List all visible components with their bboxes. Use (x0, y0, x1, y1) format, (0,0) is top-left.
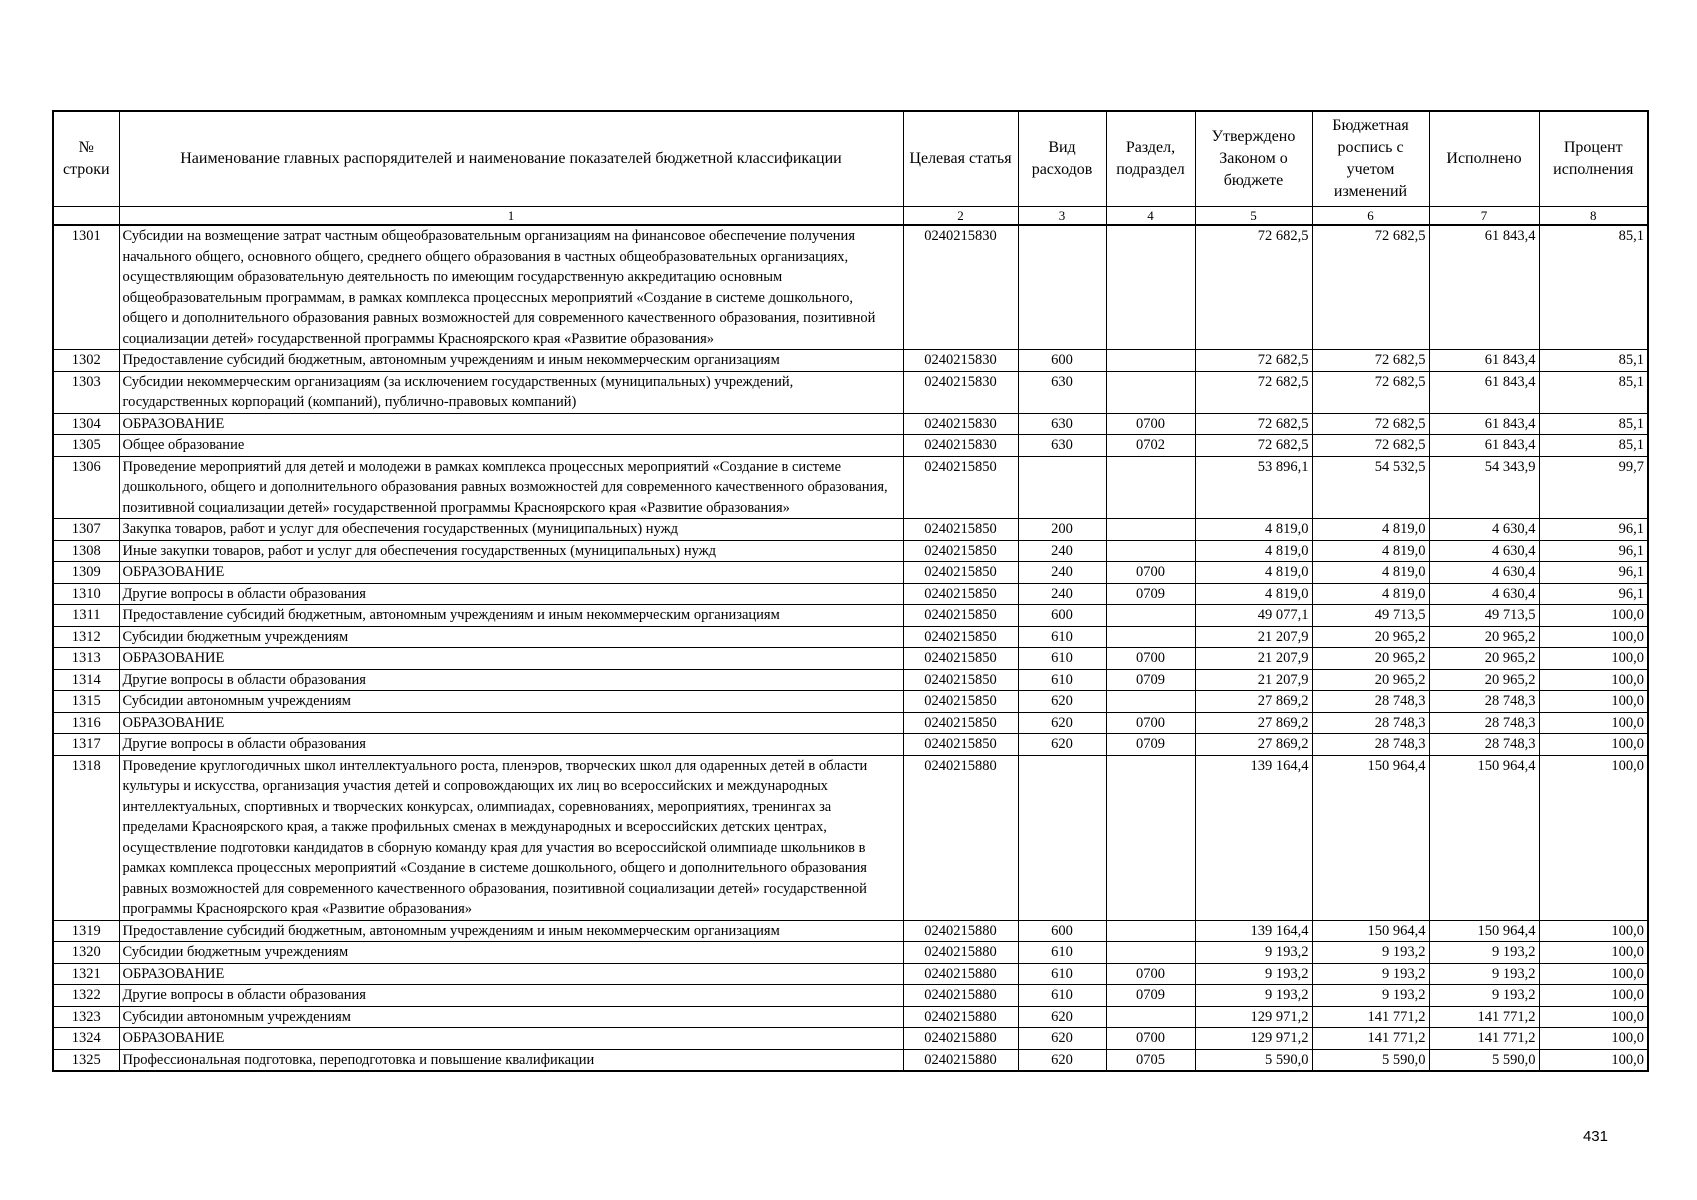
execution-percent: 100,0 (1539, 985, 1648, 1007)
item-name: Субсидии бюджетным учреждениям (119, 626, 903, 648)
budget-list-amount: 72 682,5 (1312, 435, 1429, 457)
column-number: 3 (1018, 207, 1106, 226)
item-name: Закупка товаров, работ и услуг для обеспечения государственных (муниципальных) нужд (119, 519, 903, 541)
approved-amount: 9 193,2 (1195, 942, 1312, 964)
approved-amount: 129 971,2 (1195, 1028, 1312, 1050)
item-name: Субсидии автономным учреждениям (119, 691, 903, 713)
execution-percent: 85,1 (1539, 413, 1648, 435)
row-number: 1316 (53, 712, 119, 734)
item-name: Субсидии автономным учреждениям (119, 1006, 903, 1028)
expense-type: 620 (1018, 712, 1106, 734)
row-number: 1313 (53, 648, 119, 670)
table-row (53, 691, 1648, 713)
item-name: Другие вопросы в области образования (119, 583, 903, 605)
item-name: Предоставление субсидий бюджетным, автономным учреждениям и иным некоммерческим организациям (119, 350, 903, 372)
target-article: 0240215850 (903, 605, 1018, 627)
target-article: 0240215830 (903, 413, 1018, 435)
executed-amount: 61 843,4 (1429, 350, 1539, 372)
section-code (1106, 350, 1195, 372)
table-row (53, 456, 1648, 519)
table-row (53, 920, 1648, 942)
target-article: 0240215850 (903, 669, 1018, 691)
target-article: 0240215830 (903, 371, 1018, 413)
section-code (1106, 605, 1195, 627)
executed-amount: 9 193,2 (1429, 942, 1539, 964)
approved-amount: 27 869,2 (1195, 691, 1312, 713)
budget-list-amount: 9 193,2 (1312, 963, 1429, 985)
row-number: 1301 (53, 225, 119, 350)
section-code (1106, 942, 1195, 964)
row-number: 1314 (53, 669, 119, 691)
section-code: 0700 (1106, 712, 1195, 734)
approved-amount: 72 682,5 (1195, 350, 1312, 372)
execution-percent: 100,0 (1539, 691, 1648, 713)
budget-list-amount: 28 748,3 (1312, 691, 1429, 713)
approved-amount: 72 682,5 (1195, 413, 1312, 435)
executed-amount: 20 965,2 (1429, 626, 1539, 648)
execution-percent: 96,1 (1539, 562, 1648, 584)
budget-list-amount: 72 682,5 (1312, 371, 1429, 413)
execution-percent: 96,1 (1539, 519, 1648, 541)
row-number: 1324 (53, 1028, 119, 1050)
section-code: 0700 (1106, 413, 1195, 435)
executed-amount: 9 193,2 (1429, 963, 1539, 985)
item-name: Предоставление субсидий бюджетным, автономным учреждениям и иным некоммерческим организациям (119, 605, 903, 627)
expense-type: 600 (1018, 350, 1106, 372)
table-row (53, 626, 1648, 648)
header-expense-type: Вид расходов (1018, 111, 1106, 207)
item-name: Субсидии бюджетным учреждениям (119, 942, 903, 964)
budget-list-amount: 20 965,2 (1312, 669, 1429, 691)
section-code: 0700 (1106, 963, 1195, 985)
table-row (53, 648, 1648, 670)
approved-amount: 139 164,4 (1195, 920, 1312, 942)
item-name: Субсидии на возмещение затрат частным общеобразовательным организациям на финансовое обеспечение получения начального общего, основного общего, среднего общего образования в частных общеобразовательных организациях, осуществляющим образовательную деятельность по имеющим государственную аккредитацию основным общеобразовательным программам, в рамках комплекса процессных мероприятий «Создание в системе дошкольного, общего и дополнительного образования равных возможностей для современного качественного образования, позитивной социализации детей» государственной программы Красноярского края «Развитие образования» (119, 225, 903, 350)
approved-amount: 21 207,9 (1195, 648, 1312, 670)
table-header-row (53, 111, 1648, 207)
budget-list-amount: 49 713,5 (1312, 605, 1429, 627)
execution-percent: 100,0 (1539, 942, 1648, 964)
header-budget-list: Бюджетная роспись с учетом изменений (1312, 111, 1429, 207)
table-row (53, 985, 1648, 1007)
row-number: 1317 (53, 734, 119, 756)
table-row (53, 755, 1648, 920)
row-number: 1308 (53, 540, 119, 562)
target-article: 0240215880 (903, 1049, 1018, 1071)
execution-percent: 85,1 (1539, 225, 1648, 350)
column-number: 7 (1429, 207, 1539, 226)
execution-percent: 100,0 (1539, 626, 1648, 648)
expense-type: 600 (1018, 605, 1106, 627)
row-number: 1315 (53, 691, 119, 713)
section-code (1106, 371, 1195, 413)
budget-list-amount: 4 819,0 (1312, 540, 1429, 562)
expense-type: 610 (1018, 963, 1106, 985)
table-row (53, 413, 1648, 435)
item-name: Другие вопросы в области образования (119, 669, 903, 691)
executed-amount: 61 843,4 (1429, 371, 1539, 413)
executed-amount: 61 843,4 (1429, 435, 1539, 457)
executed-amount: 150 964,4 (1429, 920, 1539, 942)
executed-amount: 28 748,3 (1429, 712, 1539, 734)
section-code (1106, 519, 1195, 541)
table-row (53, 605, 1648, 627)
target-article: 0240215830 (903, 350, 1018, 372)
approved-amount: 21 207,9 (1195, 626, 1312, 648)
target-article: 0240215850 (903, 734, 1018, 756)
table-row (53, 1028, 1648, 1050)
executed-amount: 54 343,9 (1429, 456, 1539, 519)
expense-type: 240 (1018, 540, 1106, 562)
section-code (1106, 1006, 1195, 1028)
budget-list-amount: 9 193,2 (1312, 942, 1429, 964)
budget-list-amount: 141 771,2 (1312, 1006, 1429, 1028)
row-number: 1319 (53, 920, 119, 942)
target-article: 0240215850 (903, 648, 1018, 670)
column-number: 2 (903, 207, 1018, 226)
row-number: 1307 (53, 519, 119, 541)
column-number: 4 (1106, 207, 1195, 226)
expense-type: 200 (1018, 519, 1106, 541)
budget-list-amount: 150 964,4 (1312, 920, 1429, 942)
row-number: 1309 (53, 562, 119, 584)
section-code: 0700 (1106, 1028, 1195, 1050)
header-name: Наименование главных распорядителей и наименование показателей бюджетной классификации (119, 111, 903, 207)
approved-amount: 49 077,1 (1195, 605, 1312, 627)
target-article: 0240215880 (903, 755, 1018, 920)
table-row (53, 519, 1648, 541)
approved-amount: 139 164,4 (1195, 755, 1312, 920)
target-article: 0240215850 (903, 519, 1018, 541)
row-number: 1323 (53, 1006, 119, 1028)
expense-type: 610 (1018, 669, 1106, 691)
executed-amount: 20 965,2 (1429, 648, 1539, 670)
table-row (53, 371, 1648, 413)
approved-amount: 129 971,2 (1195, 1006, 1312, 1028)
item-name: Субсидии некоммерческим организациям (за исключением государственных (муниципальных) учреждений, государственных корпораций (компаний), публично-правовых компаний) (119, 371, 903, 413)
target-article: 0240215880 (903, 985, 1018, 1007)
header-section: Раздел, подраздел (1106, 111, 1195, 207)
section-code: 0700 (1106, 562, 1195, 584)
header-target-article: Целевая статья (903, 111, 1018, 207)
approved-amount: 9 193,2 (1195, 985, 1312, 1007)
approved-amount: 21 207,9 (1195, 669, 1312, 691)
target-article: 0240215850 (903, 626, 1018, 648)
execution-percent: 100,0 (1539, 648, 1648, 670)
table-row (53, 540, 1648, 562)
target-article: 0240215830 (903, 225, 1018, 350)
executed-amount: 5 590,0 (1429, 1049, 1539, 1071)
item-name: Общее образование (119, 435, 903, 457)
section-code: 0700 (1106, 648, 1195, 670)
expense-type (1018, 755, 1106, 920)
table-row (53, 1049, 1648, 1071)
executed-amount: 28 748,3 (1429, 734, 1539, 756)
executed-amount: 28 748,3 (1429, 691, 1539, 713)
execution-percent: 85,1 (1539, 435, 1648, 457)
budget-list-amount: 4 819,0 (1312, 519, 1429, 541)
row-number: 1305 (53, 435, 119, 457)
page-number: 431 (1582, 1128, 1608, 1145)
execution-percent: 96,1 (1539, 540, 1648, 562)
target-article: 0240215880 (903, 1006, 1018, 1028)
target-article: 0240215880 (903, 920, 1018, 942)
budget-list-amount: 28 748,3 (1312, 712, 1429, 734)
budget-list-amount: 141 771,2 (1312, 1028, 1429, 1050)
execution-percent: 100,0 (1539, 669, 1648, 691)
approved-amount: 72 682,5 (1195, 225, 1312, 350)
executed-amount: 4 630,4 (1429, 562, 1539, 584)
item-name: Иные закупки товаров, работ и услуг для обеспечения государственных (муниципальных) нужд (119, 540, 903, 562)
expense-type: 620 (1018, 1028, 1106, 1050)
row-number: 1310 (53, 583, 119, 605)
expense-type: 240 (1018, 562, 1106, 584)
expense-type: 630 (1018, 371, 1106, 413)
column-number: 5 (1195, 207, 1312, 226)
expense-type (1018, 225, 1106, 350)
table-row (53, 963, 1648, 985)
executed-amount: 49 713,5 (1429, 605, 1539, 627)
expense-type: 620 (1018, 1006, 1106, 1028)
column-number-row (53, 207, 1648, 226)
table-body (53, 225, 1648, 1071)
executed-amount: 4 630,4 (1429, 540, 1539, 562)
section-code (1106, 540, 1195, 562)
approved-amount: 72 682,5 (1195, 435, 1312, 457)
section-code: 0702 (1106, 435, 1195, 457)
budget-list-amount: 72 682,5 (1312, 413, 1429, 435)
execution-percent: 85,1 (1539, 371, 1648, 413)
section-code: 0709 (1106, 734, 1195, 756)
budget-list-amount: 5 590,0 (1312, 1049, 1429, 1071)
section-code (1106, 225, 1195, 350)
section-code: 0709 (1106, 583, 1195, 605)
table-row (53, 225, 1648, 350)
item-name: ОБРАЗОВАНИЕ (119, 413, 903, 435)
header-executed: Исполнено (1429, 111, 1539, 207)
executed-amount: 141 771,2 (1429, 1006, 1539, 1028)
table-row (53, 350, 1648, 372)
execution-percent: 99,7 (1539, 456, 1648, 519)
table-row (53, 942, 1648, 964)
row-number: 1304 (53, 413, 119, 435)
item-name: Другие вопросы в области образования (119, 985, 903, 1007)
item-name: Другие вопросы в области образования (119, 734, 903, 756)
item-name: Проведение мероприятий для детей и молодежи в рамках комплекса процессных мероприятий «Создание в системе дошкольного, общего и дополнительного образования равных возможностей для современного качественного образования, позитивной социализации детей» государственной программы Красноярского края «Развитие образования» (119, 456, 903, 519)
table-row (53, 435, 1648, 457)
section-code (1106, 456, 1195, 519)
expense-type: 610 (1018, 648, 1106, 670)
header-approved: Утверждено Законом о бюджете (1195, 111, 1312, 207)
approved-amount: 4 819,0 (1195, 519, 1312, 541)
target-article: 0240215850 (903, 583, 1018, 605)
executed-amount: 61 843,4 (1429, 413, 1539, 435)
executed-amount: 4 630,4 (1429, 583, 1539, 605)
item-name: ОБРАЗОВАНИЕ (119, 648, 903, 670)
target-article: 0240215880 (903, 942, 1018, 964)
table-row (53, 712, 1648, 734)
budget-list-amount: 20 965,2 (1312, 648, 1429, 670)
item-name: Профессиональная подготовка, переподготовка и повышение квалификации (119, 1049, 903, 1071)
row-number: 1318 (53, 755, 119, 920)
budget-list-amount: 20 965,2 (1312, 626, 1429, 648)
execution-percent: 100,0 (1539, 1028, 1648, 1050)
expense-type (1018, 456, 1106, 519)
target-article: 0240215830 (903, 435, 1018, 457)
row-number: 1306 (53, 456, 119, 519)
executed-amount: 141 771,2 (1429, 1028, 1539, 1050)
expense-type: 620 (1018, 691, 1106, 713)
target-article: 0240215850 (903, 456, 1018, 519)
execution-percent: 100,0 (1539, 1006, 1648, 1028)
row-number: 1320 (53, 942, 119, 964)
target-article: 0240215850 (903, 712, 1018, 734)
approved-amount: 5 590,0 (1195, 1049, 1312, 1071)
header-percent: Процент исполнения (1539, 111, 1648, 207)
section-code: 0705 (1106, 1049, 1195, 1071)
row-number: 1312 (53, 626, 119, 648)
budget-list-amount: 54 532,5 (1312, 456, 1429, 519)
section-code: 0709 (1106, 669, 1195, 691)
section-code (1106, 691, 1195, 713)
table-row (53, 734, 1648, 756)
target-article: 0240215850 (903, 562, 1018, 584)
section-code (1106, 626, 1195, 648)
section-code (1106, 755, 1195, 920)
budget-list-amount: 9 193,2 (1312, 985, 1429, 1007)
budget-list-amount: 72 682,5 (1312, 225, 1429, 350)
expense-type: 240 (1018, 583, 1106, 605)
execution-percent: 100,0 (1539, 963, 1648, 985)
row-number: 1325 (53, 1049, 119, 1071)
row-number: 1321 (53, 963, 119, 985)
approved-amount: 27 869,2 (1195, 734, 1312, 756)
expense-type: 620 (1018, 1049, 1106, 1071)
expense-type: 610 (1018, 626, 1106, 648)
executed-amount: 4 630,4 (1429, 519, 1539, 541)
expense-type: 600 (1018, 920, 1106, 942)
item-name: ОБРАЗОВАНИЕ (119, 712, 903, 734)
column-number: 8 (1539, 207, 1648, 226)
approved-amount: 53 896,1 (1195, 456, 1312, 519)
row-number: 1302 (53, 350, 119, 372)
column-number: 1 (119, 207, 903, 226)
expense-type: 620 (1018, 734, 1106, 756)
table-row (53, 1006, 1648, 1028)
execution-percent: 100,0 (1539, 734, 1648, 756)
expense-type: 610 (1018, 942, 1106, 964)
item-name: Проведение круглогодичных школ интеллектуального роста, пленэров, творческих школ для одаренных детей в области культуры и искусства, организация участия детей и сопровождающих их лиц во всероссийских и международных интеллектуальных, спортивных и творческих конкурсах, олимпиадах, соревнованиях, мероприятиях, тренингах за пределами Красноярского края, а также профильных сменах в международных и всероссийских детских центрах, осуществление подготовки кандидатов в сборную команду края для участия во всероссийской олимпиаде школьников в рамках комплекса процессных мероприятий «Создание в системе дошкольного, общего и дополнительного образования равных возможностей для современного качественного образования, позитивной социализации детей» государственной программы Красноярского края «Развитие образования» (119, 755, 903, 920)
table-row (53, 562, 1648, 584)
execution-percent: 85,1 (1539, 350, 1648, 372)
item-name: ОБРАЗОВАНИЕ (119, 1028, 903, 1050)
expense-type: 630 (1018, 413, 1106, 435)
execution-percent: 100,0 (1539, 605, 1648, 627)
item-name: Предоставление субсидий бюджетным, автономным учреждениям и иным некоммерческим организациям (119, 920, 903, 942)
budget-list-amount: 72 682,5 (1312, 350, 1429, 372)
column-number (53, 207, 119, 226)
execution-percent: 100,0 (1539, 712, 1648, 734)
section-code (1106, 920, 1195, 942)
execution-percent: 100,0 (1539, 920, 1648, 942)
budget-list-amount: 28 748,3 (1312, 734, 1429, 756)
approved-amount: 4 819,0 (1195, 540, 1312, 562)
executed-amount: 150 964,4 (1429, 755, 1539, 920)
item-name: ОБРАЗОВАНИЕ (119, 963, 903, 985)
expense-type: 610 (1018, 985, 1106, 1007)
budget-execution-table (52, 110, 1649, 1072)
row-number: 1311 (53, 605, 119, 627)
executed-amount: 9 193,2 (1429, 985, 1539, 1007)
budget-list-amount: 4 819,0 (1312, 562, 1429, 584)
executed-amount: 20 965,2 (1429, 669, 1539, 691)
table-row (53, 583, 1648, 605)
approved-amount: 72 682,5 (1195, 371, 1312, 413)
budget-list-amount: 4 819,0 (1312, 583, 1429, 605)
target-article: 0240215880 (903, 1028, 1018, 1050)
approved-amount: 9 193,2 (1195, 963, 1312, 985)
target-article: 0240215850 (903, 691, 1018, 713)
row-number: 1303 (53, 371, 119, 413)
column-number: 6 (1312, 207, 1429, 226)
budget-list-amount: 150 964,4 (1312, 755, 1429, 920)
execution-percent: 100,0 (1539, 755, 1648, 920)
row-number: 1322 (53, 985, 119, 1007)
execution-percent: 96,1 (1539, 583, 1648, 605)
expense-type: 630 (1018, 435, 1106, 457)
section-code: 0709 (1106, 985, 1195, 1007)
target-article: 0240215880 (903, 963, 1018, 985)
approved-amount: 27 869,2 (1195, 712, 1312, 734)
item-name: ОБРАЗОВАНИЕ (119, 562, 903, 584)
header-row-number: № строки (53, 111, 119, 207)
approved-amount: 4 819,0 (1195, 562, 1312, 584)
table-row (53, 669, 1648, 691)
target-article: 0240215850 (903, 540, 1018, 562)
executed-amount: 61 843,4 (1429, 225, 1539, 350)
execution-percent: 100,0 (1539, 1049, 1648, 1071)
approved-amount: 4 819,0 (1195, 583, 1312, 605)
